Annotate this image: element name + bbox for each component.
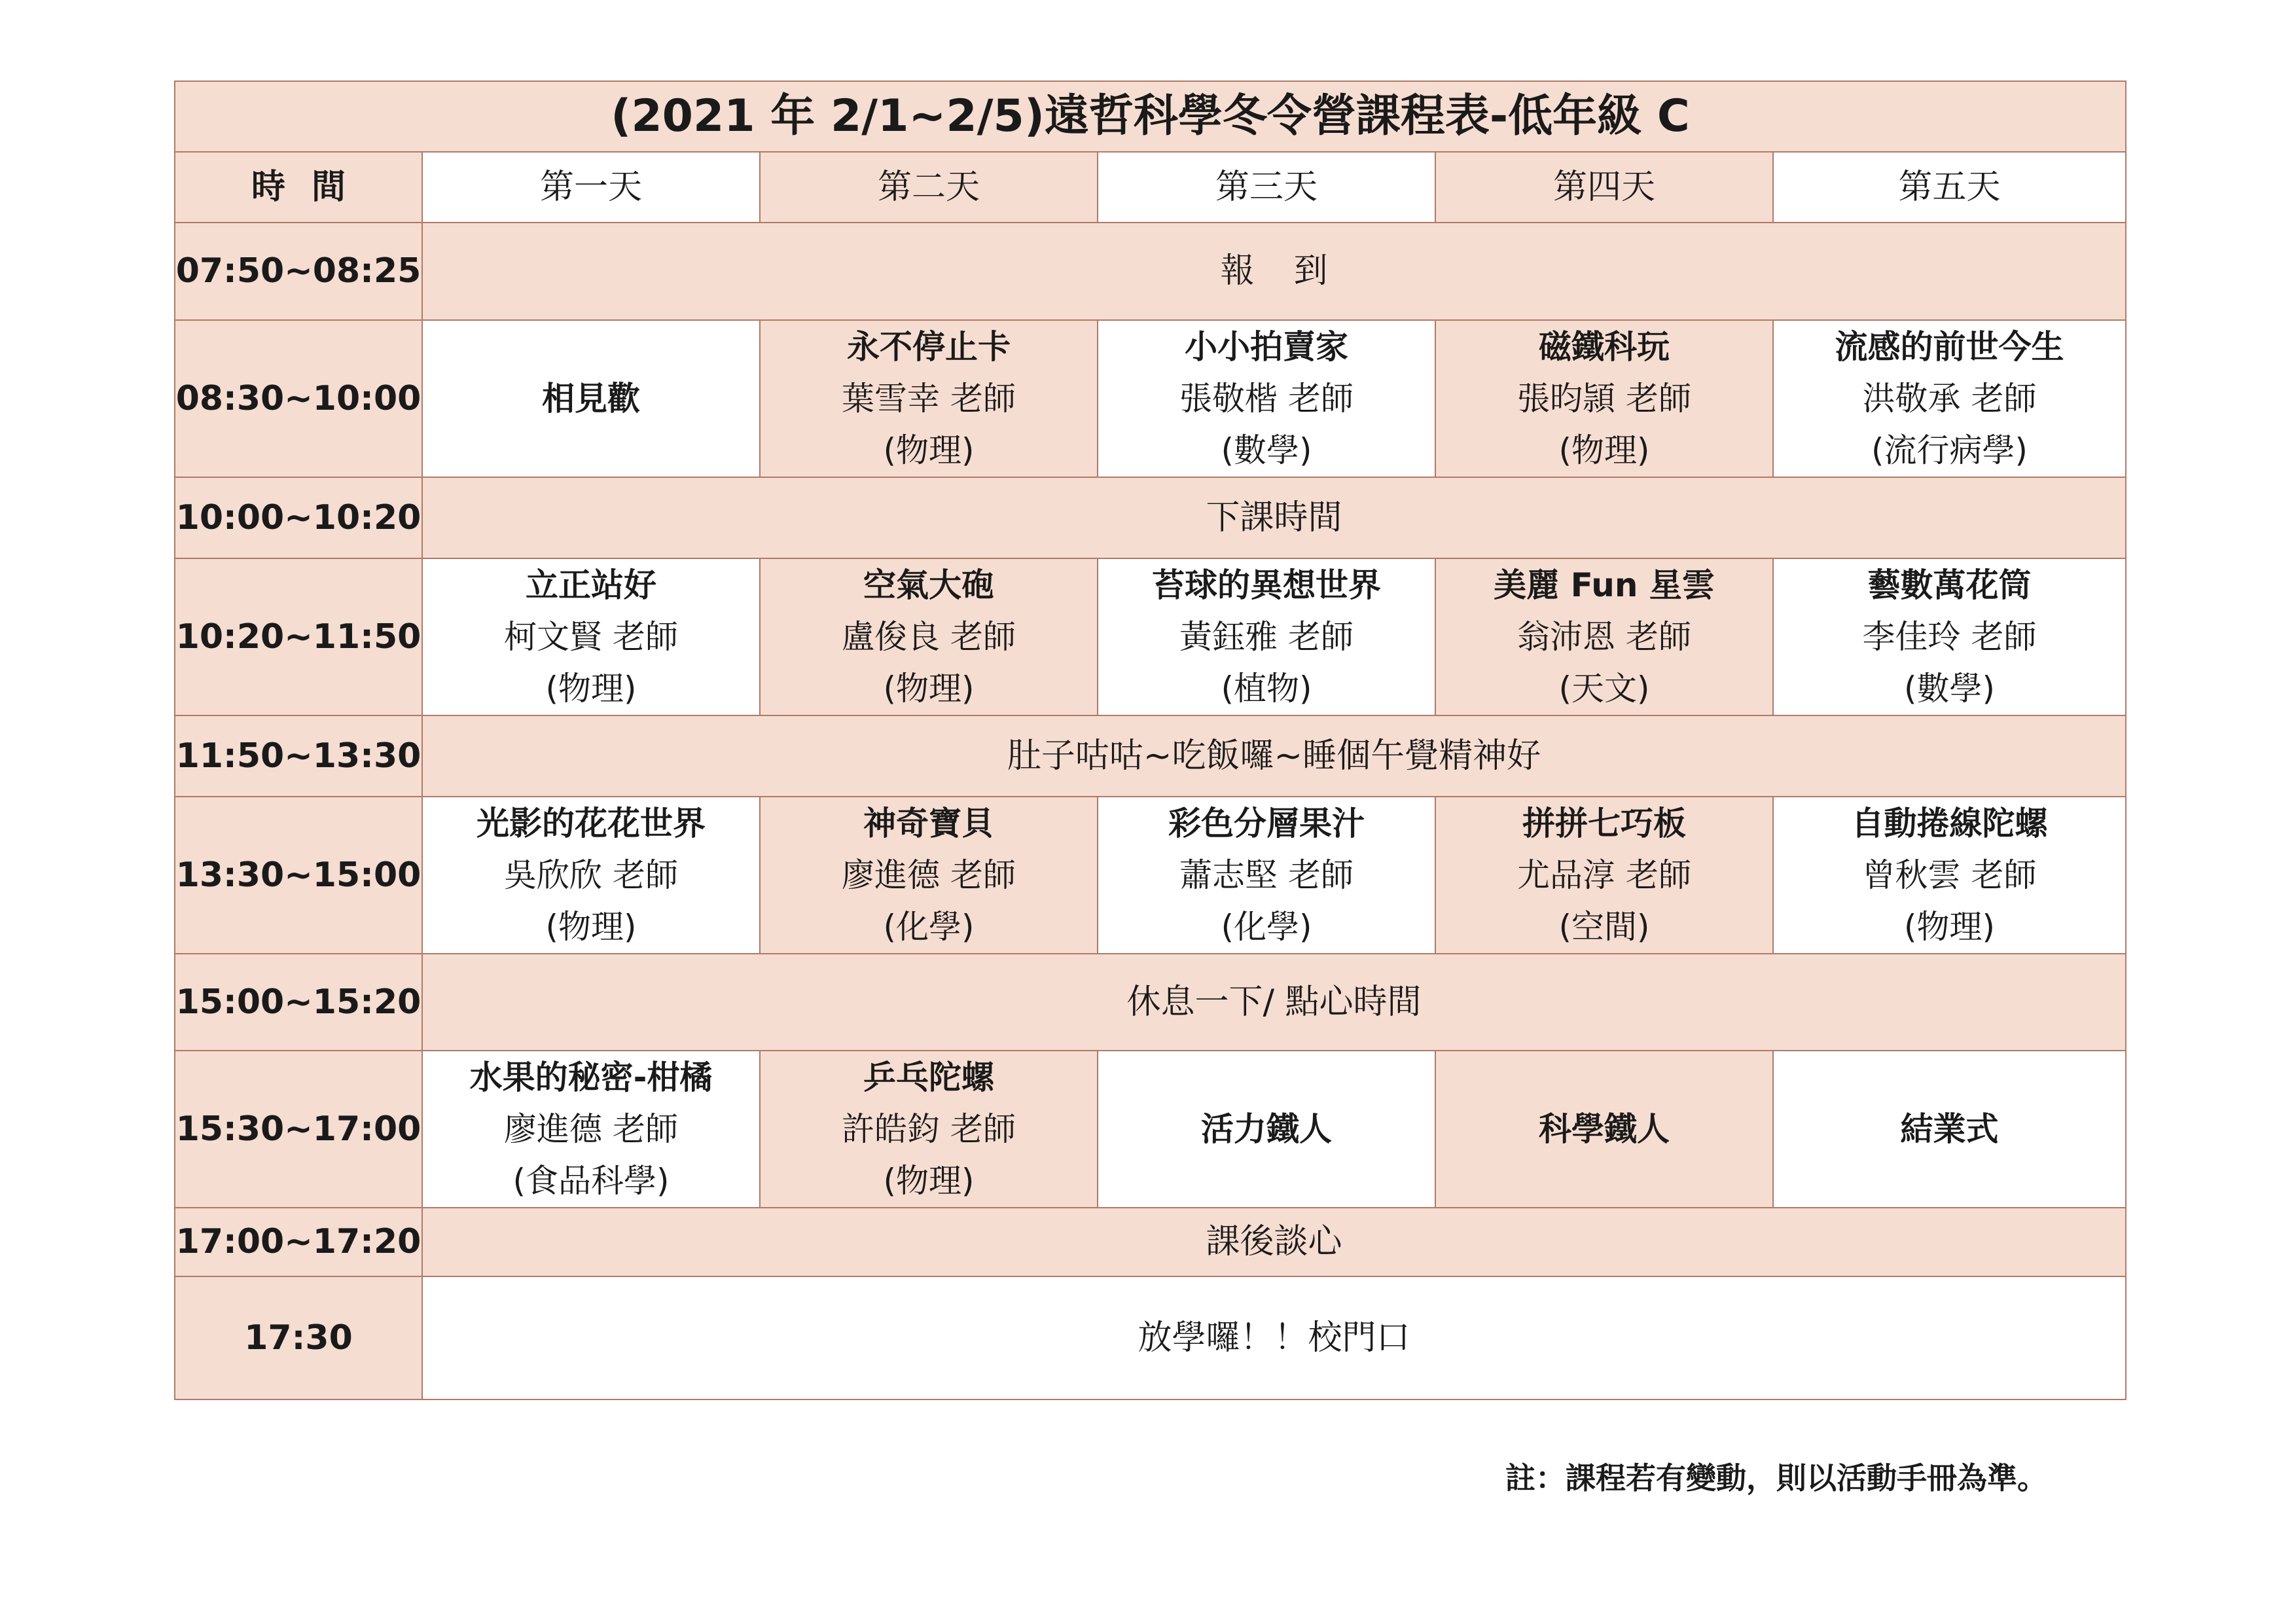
subject-label: (數學) xyxy=(1221,431,1312,469)
course-title: 苔球的異想世界 xyxy=(1152,566,1381,604)
break-cell: 下課時間 xyxy=(422,477,2126,558)
course-title: 水果的秘密-柑橘 xyxy=(469,1058,713,1096)
course-cell xyxy=(1773,320,2126,477)
time-cell: 11:50~13:30 xyxy=(175,715,422,797)
subject-label: (物理) xyxy=(1904,907,1996,946)
day-header-5: 第五天 xyxy=(1773,152,2126,223)
course-title: 彩色分層果汁 xyxy=(1168,804,1365,842)
subject-label: (流行病學) xyxy=(1871,431,2028,469)
table-row xyxy=(175,477,2126,558)
subject-label: (植物) xyxy=(1221,669,1312,708)
subject-label: (物理) xyxy=(883,431,975,469)
lunch-cell: 肚子咕咕~吃飯囉~睡個午覺精神好 xyxy=(422,715,2126,797)
schedule-table xyxy=(174,81,2126,1400)
table-title: (2021 年 2/1~2/5)遠哲科學冬令營課程表-低年級 C xyxy=(175,81,2126,152)
course-title: 永不停止卡 xyxy=(847,327,1011,366)
course-cell xyxy=(1435,320,1773,477)
time-cell: 10:00~10:20 xyxy=(175,477,422,558)
header-row xyxy=(175,152,2126,223)
course-cell xyxy=(422,1051,760,1208)
time-cell: 08:30~10:00 xyxy=(175,320,422,477)
course-cell xyxy=(1098,797,1435,954)
teacher-name: 張昀頴 老師 xyxy=(1517,379,1691,418)
course-cell xyxy=(422,797,760,954)
time-cell: 17:30 xyxy=(175,1276,422,1399)
course-title: 相見歡 xyxy=(542,379,640,418)
time-cell: 13:30~15:00 xyxy=(175,797,422,954)
table-row xyxy=(175,1208,2126,1276)
teacher-name: 盧俊良 老師 xyxy=(842,617,1016,656)
subject-label: (物理) xyxy=(545,907,637,946)
subject-label: (化學) xyxy=(1221,907,1312,946)
teacher-name: 廖進德 老師 xyxy=(842,856,1016,894)
day-header-4: 第四天 xyxy=(1435,152,1773,223)
teacher-name: 洪敬承 老師 xyxy=(1862,379,2037,418)
time-cell: 15:00~15:20 xyxy=(175,954,422,1051)
subject-label: (空間) xyxy=(1558,907,1650,946)
teacher-name: 廖進德 老師 xyxy=(504,1110,678,1148)
teacher-name: 尤品淳 老師 xyxy=(1517,856,1691,894)
teacher-name: 翁沛恩 老師 xyxy=(1517,617,1691,656)
course-cell xyxy=(1435,1051,1773,1208)
subject-label: (天文) xyxy=(1558,669,1650,708)
teacher-name: 曾秋雲 老師 xyxy=(1862,856,2037,894)
table-row xyxy=(175,1276,2126,1399)
subject-label: (物理) xyxy=(883,1161,975,1200)
course-cell xyxy=(760,320,1098,477)
checkin-cell: 報到 xyxy=(422,223,2126,320)
course-cell xyxy=(1435,797,1773,954)
teacher-name: 葉雪幸 老師 xyxy=(842,379,1016,418)
course-title: 美麗 Fun 星雲 xyxy=(1494,566,1715,604)
subject-label: (物理) xyxy=(1558,431,1650,469)
course-cell xyxy=(422,320,760,477)
dismiss-cell: 放學囉！！校門口 xyxy=(422,1276,2126,1399)
subject-label: (化學) xyxy=(883,907,975,946)
course-cell xyxy=(1098,1051,1435,1208)
course-title: 乒乓陀螺 xyxy=(863,1058,994,1096)
course-title: 科學鐵人 xyxy=(1539,1110,1670,1148)
course-title: 拼拼七巧板 xyxy=(1522,804,1686,842)
day-header-2: 第二天 xyxy=(760,152,1098,223)
subject-label: (數學) xyxy=(1904,669,1996,708)
course-cell xyxy=(760,558,1098,715)
day-header-1: 第一天 xyxy=(422,152,760,223)
talk-cell: 課後談心 xyxy=(422,1208,2126,1276)
course-title: 空氣大砲 xyxy=(863,566,994,604)
table-row xyxy=(175,1051,2126,1208)
course-title: 藝數萬花筒 xyxy=(1867,566,2032,604)
course-cell xyxy=(422,558,760,715)
course-cell xyxy=(1773,1051,2126,1208)
table-row xyxy=(175,715,2126,797)
course-cell xyxy=(1098,558,1435,715)
footnote: 註：課程若有變動，則以活動手冊為準。 xyxy=(1505,1460,2047,1496)
course-cell xyxy=(1773,797,2126,954)
table-row xyxy=(175,797,2126,954)
course-title: 磁鐵科玩 xyxy=(1539,327,1670,366)
time-column-header: 時間 xyxy=(175,152,422,223)
time-cell: 17:00~17:20 xyxy=(175,1208,422,1276)
course-title: 小小拍賣家 xyxy=(1185,327,1348,366)
course-title: 流感的前世今生 xyxy=(1835,327,2064,366)
course-title: 自動捲線陀螺 xyxy=(1851,804,2048,842)
teacher-name: 蕭志堅 老師 xyxy=(1179,856,1354,894)
time-cell: 07:50~08:25 xyxy=(175,223,422,320)
subject-label: (食品科學) xyxy=(512,1161,670,1200)
course-cell xyxy=(1435,558,1773,715)
table-row xyxy=(175,954,2126,1051)
day-header-3: 第三天 xyxy=(1098,152,1435,223)
teacher-name: 許皓鈞 老師 xyxy=(842,1110,1016,1148)
teacher-name: 吳欣欣 老師 xyxy=(504,856,678,894)
course-title: 結業式 xyxy=(1900,1110,1999,1148)
table-row xyxy=(175,223,2126,320)
snack-cell: 休息一下/ 點心時間 xyxy=(422,954,2126,1051)
subject-label: (物理) xyxy=(545,669,637,708)
course-title: 活力鐵人 xyxy=(1201,1110,1332,1148)
course-title: 神奇寶貝 xyxy=(863,804,994,842)
course-cell xyxy=(1773,558,2126,715)
subject-label: (物理) xyxy=(883,669,975,708)
teacher-name: 柯文賢 老師 xyxy=(504,617,678,656)
course-title: 立正站好 xyxy=(526,566,656,604)
table-row xyxy=(175,558,2126,715)
time-cell: 15:30~17:00 xyxy=(175,1051,422,1208)
time-cell: 10:20~11:50 xyxy=(175,558,422,715)
teacher-name: 黃鈺雅 老師 xyxy=(1179,617,1354,656)
course-cell xyxy=(760,1051,1098,1208)
teacher-name: 張敬楷 老師 xyxy=(1179,379,1354,418)
course-title: 光影的花花世界 xyxy=(476,804,706,842)
teacher-name: 李佳玲 老師 xyxy=(1862,617,2037,656)
course-cell xyxy=(1098,320,1435,477)
table-row xyxy=(175,320,2126,477)
course-cell xyxy=(760,797,1098,954)
